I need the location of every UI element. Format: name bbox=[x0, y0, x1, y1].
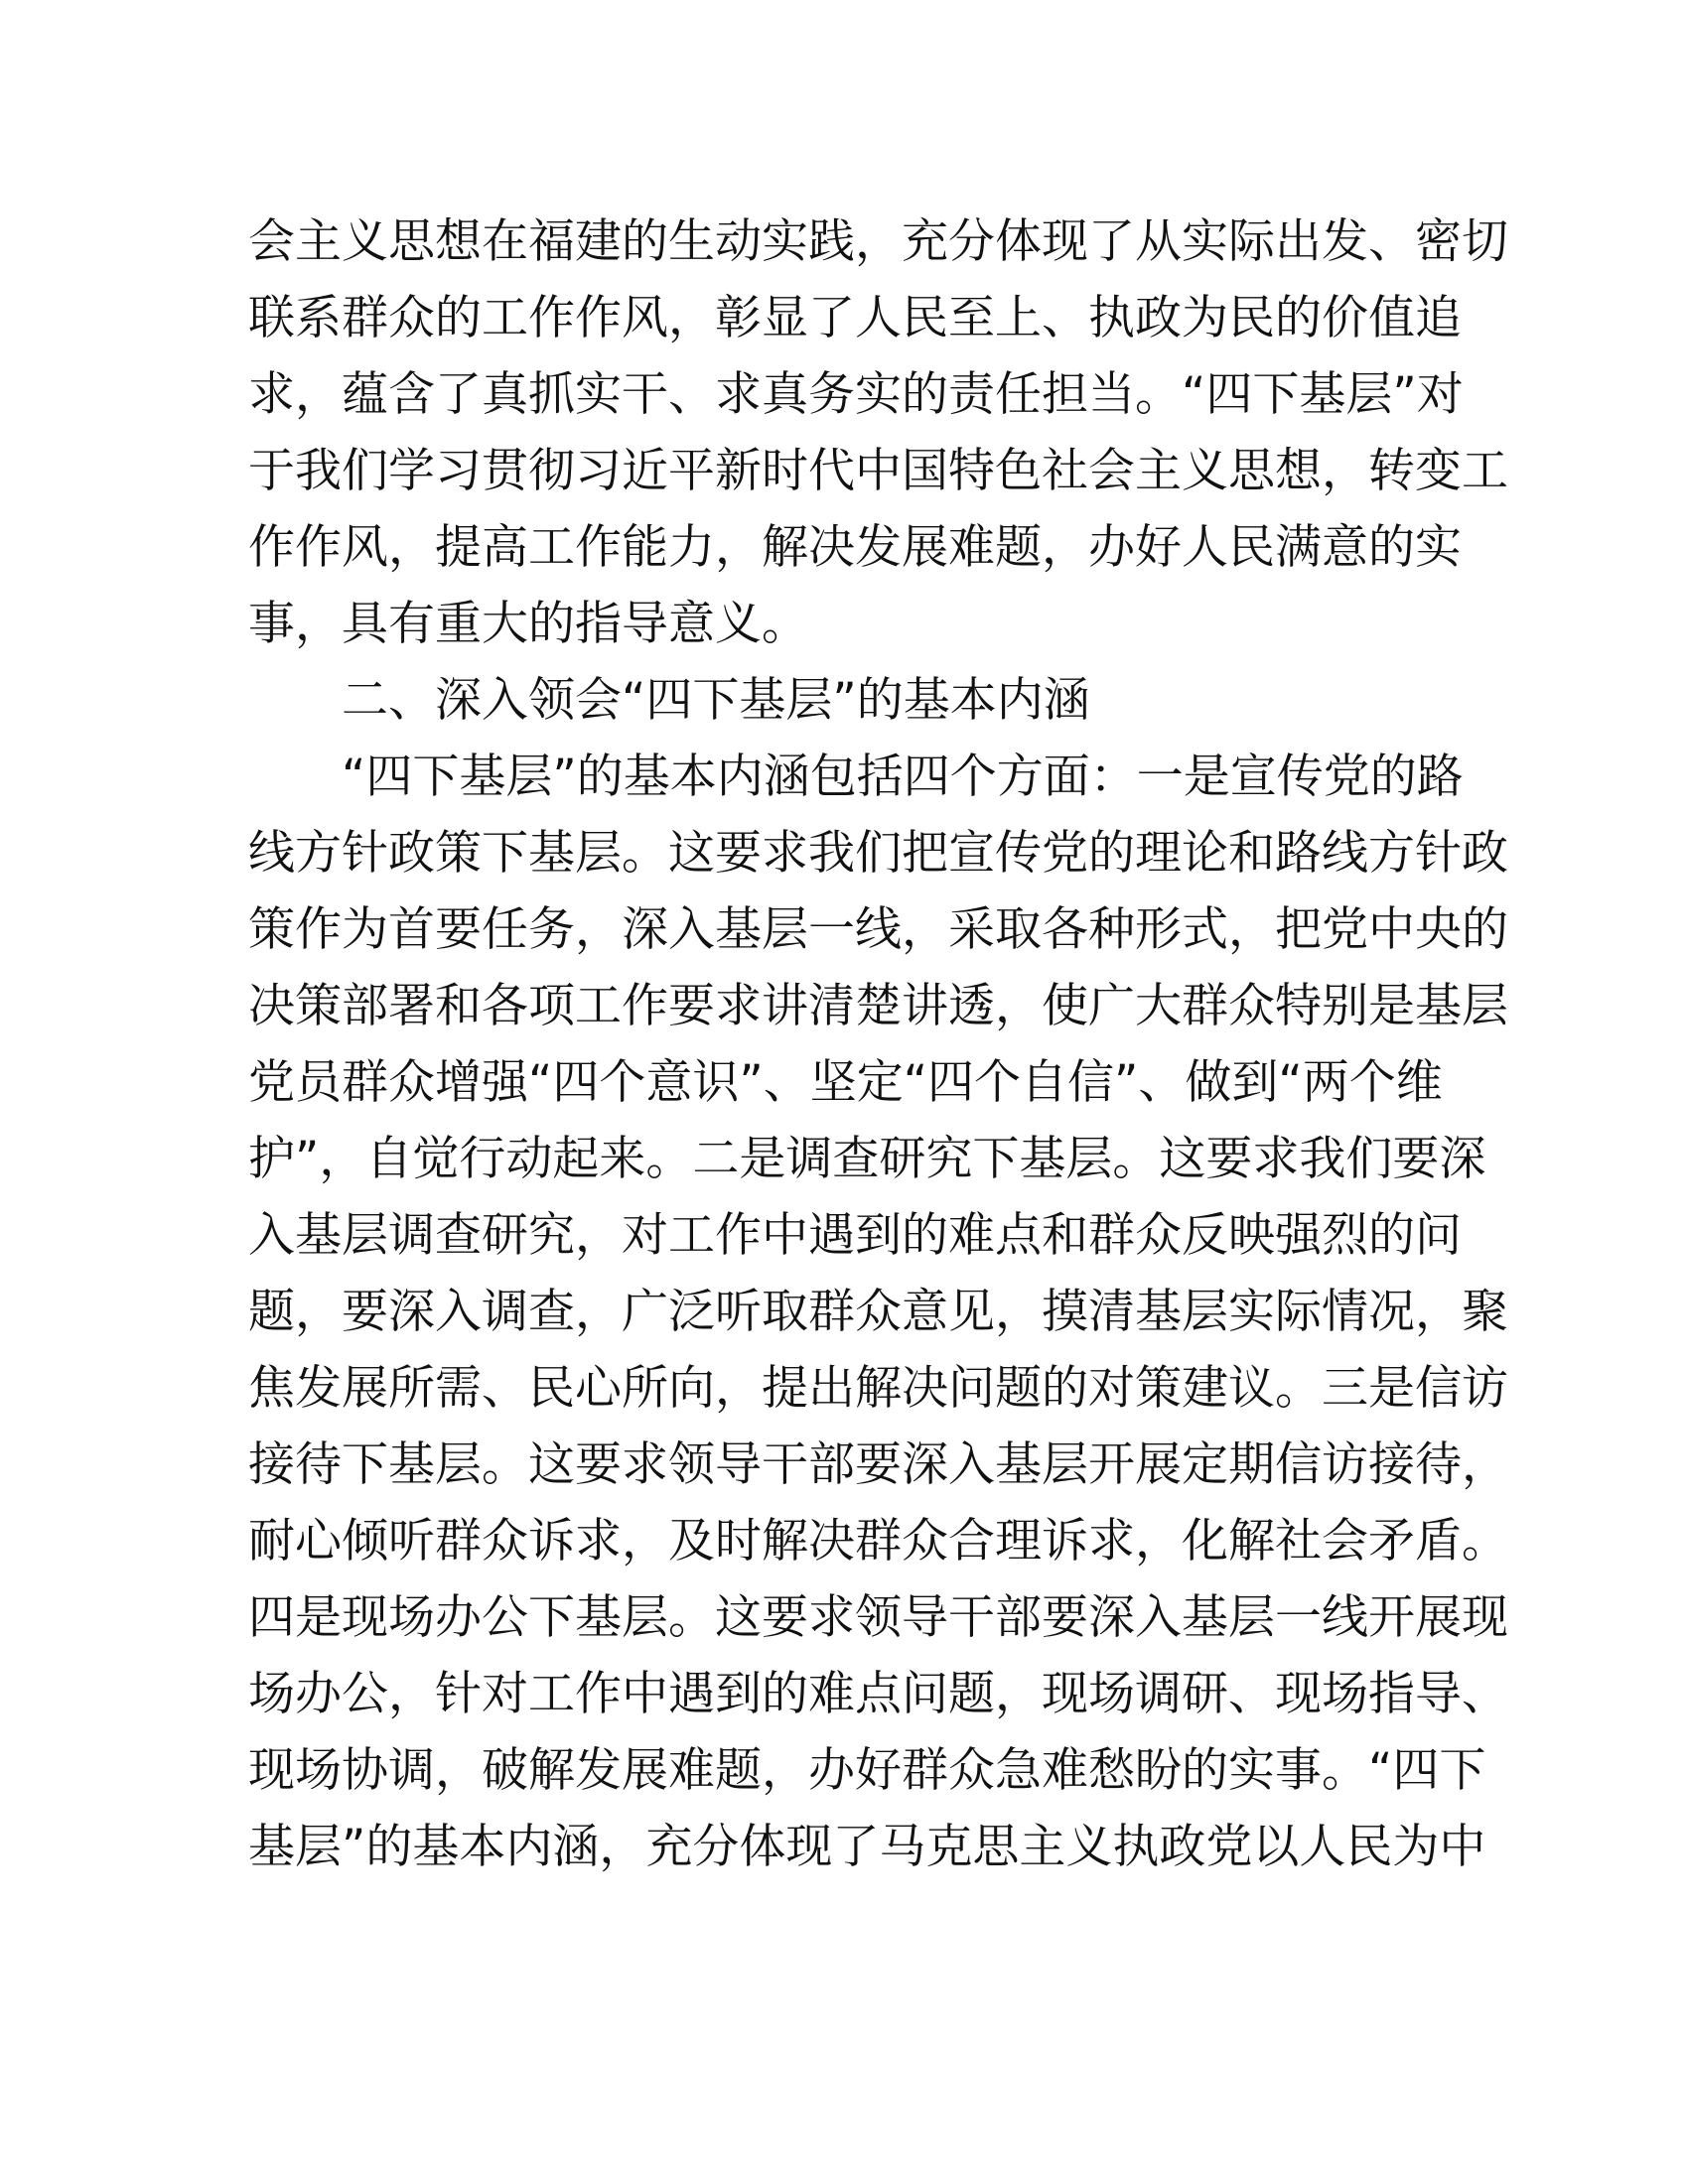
text-line: 事，具有重大的指导意义。 bbox=[248, 597, 808, 651]
text-line: 会主义思想在福建的生动实践，充分体现了从实际出发、密切 bbox=[248, 214, 1508, 269]
document-page bbox=[248, 204, 1508, 1885]
section-heading: 二、深入领会“四下基层”的基本内涵 bbox=[342, 673, 1090, 728]
text-line: 焦发展所需、民心所向，提出解决问题的对策建议。三是信访 bbox=[248, 1361, 1508, 1416]
text-line: 护”，自觉行动起来。二是调查研究下基层。这要求我们要深 bbox=[248, 1132, 1486, 1186]
text-line: 于我们学习贯彻习近平新时代中国特色社会主义思想，转变工 bbox=[248, 444, 1508, 498]
text-line: 党员群众增强“四个意识”、坚定“四个自信”、做到“两个维 bbox=[248, 1055, 1443, 1110]
text-line: 接待下基层。这要求领导干部要深入基层开展定期信访接待， bbox=[248, 1437, 1508, 1492]
text-line: 场办公，针对工作中遇到的难点问题，现场调研、现场指导、 bbox=[248, 1667, 1508, 1721]
text-line: 题，要深入调查，广泛听取群众意见，摸清基层实际情况，聚 bbox=[248, 1285, 1508, 1339]
paragraph-first-line: “四下基层”的基本内涵包括四个方面：一是宣传党的路 bbox=[342, 750, 1464, 804]
text-line: 基层”的基本内涵，充分体现了马克思主义执政党以人民为中 bbox=[248, 1820, 1486, 1874]
text-line: 联系群众的工作作风，彰显了人民至上、执政为民的价值追 bbox=[248, 291, 1462, 345]
text-line: 作作风，提高工作能力，解决发展难题，办好人民满意的实 bbox=[248, 520, 1462, 575]
text-line: 决策部署和各项工作要求讲清楚讲透，使广大群众特别是基层 bbox=[248, 979, 1508, 1033]
text-line: 策作为首要任务，深入基层一线，采取各种形式，把党中央的 bbox=[248, 902, 1508, 957]
text-line: 入基层调查研究，对工作中遇到的难点和群众反映强烈的问 bbox=[248, 1208, 1462, 1263]
text-line: 耐心倾听群众诉求，及时解决群众合理诉求，化解社会矛盾。 bbox=[248, 1514, 1508, 1569]
text-line: 求，蕴含了真抓实干、求真务实的责任担当。“四下基层”对 bbox=[248, 367, 1464, 422]
text-line: 现场协调，破解发展难题，办好群众急难愁盼的实事。“四下 bbox=[248, 1743, 1486, 1798]
text-line: 四是现场办公下基层。这要求领导干部要深入基层一线开展现 bbox=[248, 1590, 1508, 1645]
text-line: 线方针政策下基层。这要求我们把宣传党的理论和路线方针政 bbox=[248, 826, 1508, 881]
